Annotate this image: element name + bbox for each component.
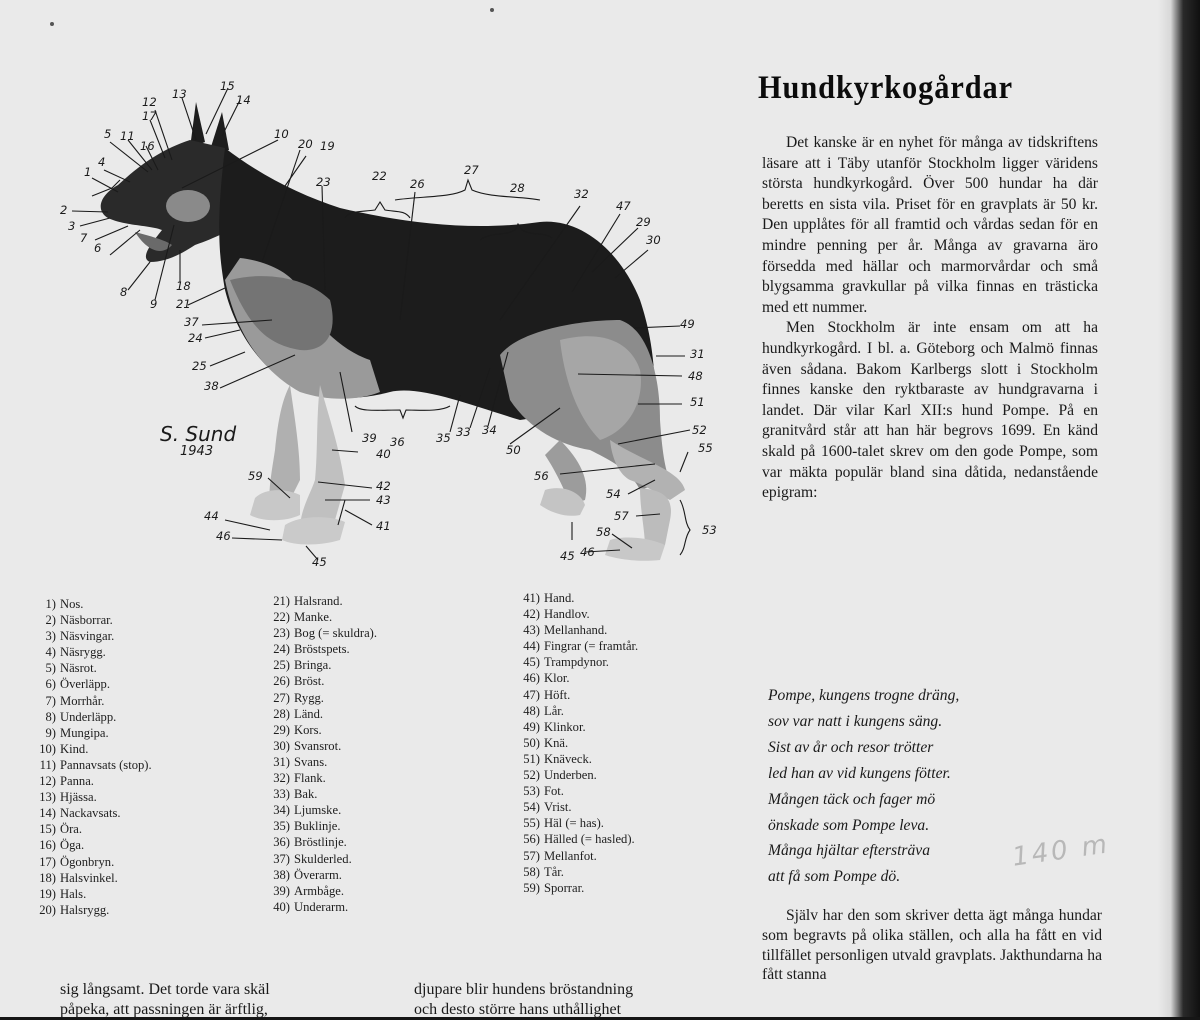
legend-item-label: Bringa. <box>294 658 332 673</box>
illustration-year: 1943 <box>180 444 214 459</box>
legend-item-label: Skulderled. <box>294 851 352 866</box>
legend-item-label: Halsrand. <box>294 594 343 608</box>
legend-column-1 <box>24 596 152 918</box>
article-body <box>762 133 1098 504</box>
legend-item-number: 4) <box>45 645 56 660</box>
poem-line: Pompe, kungens trogne dräng, <box>768 687 960 704</box>
legend-item <box>258 593 377 609</box>
svg-text:13: 13 <box>172 87 187 101</box>
legend-item <box>508 767 638 783</box>
legend-column-3 <box>508 590 638 896</box>
legend-item-number: 7) <box>45 693 56 708</box>
legend-item <box>24 757 152 773</box>
legend-item-label: Hälled (= hasled). <box>544 832 635 847</box>
legend-item <box>258 851 377 867</box>
svg-text:52: 52 <box>692 423 707 437</box>
legend-item <box>24 693 152 709</box>
legend-item-label: Näsvingar. <box>60 629 115 644</box>
svg-text:42: 42 <box>376 479 391 493</box>
legend-item <box>508 719 638 735</box>
legend-item-number: 42) <box>523 607 540 622</box>
legend-item <box>508 638 638 654</box>
legend-item <box>258 818 377 834</box>
legend-item-number: 49) <box>523 719 540 734</box>
poem-line: att få som Pompe dö. <box>768 868 901 886</box>
legend-item-number: 55) <box>523 816 540 831</box>
svg-text:34: 34 <box>482 423 497 437</box>
svg-text:41: 41 <box>376 519 391 533</box>
svg-text:56: 56 <box>534 469 549 483</box>
legend-item-number: 52) <box>523 768 540 783</box>
svg-text:40: 40 <box>376 447 391 461</box>
svg-text:16: 16 <box>140 139 155 153</box>
svg-text:55: 55 <box>698 441 713 455</box>
legend-item-label: Morrhår. <box>60 693 105 708</box>
legend-item-number: 8) <box>45 709 56 724</box>
legend-item-label: Bröstspets. <box>294 642 350 657</box>
legend-item-number: 24) <box>273 642 290 657</box>
legend-item-label: Underläpp. <box>60 709 117 724</box>
svg-text:4: 4 <box>98 155 106 169</box>
legend-item-number: 33) <box>273 787 290 802</box>
legend-item-number: 59) <box>523 880 540 895</box>
svg-text:21: 21 <box>176 297 191 311</box>
legend-item-label: Buklinje. <box>294 819 341 834</box>
svg-text:58: 58 <box>596 525 611 539</box>
legend-item-label: Mellanhand. <box>544 623 608 638</box>
svg-text:20: 20 <box>298 137 313 151</box>
legend-item <box>258 625 377 641</box>
legend-item-number: 38) <box>273 867 290 882</box>
legend-item-number: 6) <box>45 677 56 692</box>
article-paragraph: Själv har den som skriver detta ägt många hundar som begravts på olika ställen, och alla ha fått en vid tillfället personligen utvald gravplats. Jakthundarna ha fått stanna <box>762 907 1102 984</box>
legend-item-label: Nos. <box>60 597 84 611</box>
legend-item-label: Underben. <box>544 768 597 783</box>
legend-item <box>508 606 638 622</box>
page-edge-shadow <box>1158 0 1200 1017</box>
svg-text:19: 19 <box>320 139 335 153</box>
speck <box>490 8 494 12</box>
legend-item-label: Överläpp. <box>60 677 111 692</box>
legend-item-number: 44) <box>523 639 540 654</box>
legend-item-label: Länd. <box>294 706 324 721</box>
svg-text:44: 44 <box>204 509 219 523</box>
legend-item-label: Bröstlinje. <box>294 835 347 850</box>
legend-item <box>24 741 152 757</box>
legend-item-label: Manke. <box>294 610 333 625</box>
legend-item-label: Näsrygg. <box>60 645 106 660</box>
legend-item-number: 9) <box>45 725 56 740</box>
legend-item-label: Vrist. <box>544 800 572 815</box>
legend-item-label: Överarm. <box>294 867 342 882</box>
svg-text:11: 11 <box>120 129 135 143</box>
svg-text:12: 12 <box>142 95 157 109</box>
legend-item-label: Fingrar (= framtår. <box>544 639 639 654</box>
legend-item-label: Ljumske. <box>294 803 342 818</box>
svg-text:36: 36 <box>390 435 405 449</box>
legend-item <box>24 644 152 660</box>
poem-line: Sist av år och resor trötter <box>768 738 934 756</box>
poem-line: led han av vid kungens fötter. <box>768 764 951 782</box>
svg-text:23: 23 <box>316 175 331 189</box>
legend-item-number: 29) <box>273 722 290 737</box>
legend-item <box>24 628 152 644</box>
legend-item-number: 50) <box>523 735 540 750</box>
legend-item-label: Pannavsats (stop). <box>60 757 152 772</box>
svg-text:54: 54 <box>606 487 621 501</box>
legend-item <box>258 834 377 850</box>
legend-item-label: Mungipa. <box>60 725 109 740</box>
legend-item <box>24 709 152 725</box>
legend-item <box>24 789 152 805</box>
legend-item <box>24 886 152 902</box>
legend-item <box>508 751 638 767</box>
legend-item <box>508 622 638 638</box>
legend-item-label: Flank. <box>294 771 326 786</box>
legend-item <box>508 590 638 606</box>
legend-item-label: Näsrot. <box>60 661 97 676</box>
poem-line: sov var natt i kungens säng. <box>768 712 943 730</box>
svg-text:22: 22 <box>372 169 387 183</box>
legend-item <box>508 880 638 896</box>
legend-item-number: 31) <box>273 754 290 769</box>
svg-text:53: 53 <box>702 523 717 537</box>
svg-text:5: 5 <box>104 127 112 141</box>
legend-item-number: 17) <box>39 854 56 869</box>
legend-item-label: Underarm. <box>294 899 349 914</box>
legend-column-2 <box>258 593 377 915</box>
legend-item <box>258 770 377 786</box>
bottom-line: djupare blir hundens bröstandning <box>414 981 634 998</box>
svg-text:45: 45 <box>312 555 327 569</box>
legend-item-number: 20) <box>39 902 56 917</box>
legend-item-number: 27) <box>273 690 290 705</box>
svg-text:1: 1 <box>84 165 92 179</box>
legend-item-number: 13) <box>39 790 56 805</box>
legend-item-label: Svansrot. <box>294 738 342 753</box>
article-title: Hundkyrkogårdar <box>758 70 1014 106</box>
legend-item <box>24 821 152 837</box>
legend-item-label: Höft. <box>544 687 571 702</box>
svg-text:51: 51 <box>690 395 705 409</box>
svg-text:46: 46 <box>216 529 231 543</box>
svg-text:43: 43 <box>376 493 391 507</box>
svg-text:30: 30 <box>646 233 661 247</box>
legend-item <box>258 690 377 706</box>
bottom-text-col2 <box>414 980 633 1020</box>
legend-item-number: 16) <box>39 838 56 853</box>
legend-item <box>508 848 638 864</box>
legend-item-number: 14) <box>39 806 56 821</box>
legend-item-label: Hand. <box>544 591 575 605</box>
speck <box>50 22 54 26</box>
legend-item-number: 36) <box>273 835 290 850</box>
svg-text:7: 7 <box>80 231 88 245</box>
legend-item-label: Armbåge. <box>294 883 345 898</box>
legend-item <box>24 612 152 628</box>
legend-item <box>24 660 152 676</box>
legend-item <box>508 815 638 831</box>
legend-item-label: Lår. <box>544 703 564 718</box>
legend-item-number: 39) <box>273 883 290 898</box>
legend-item-label: Knäveck. <box>544 751 592 766</box>
svg-text:45: 45 <box>560 549 575 563</box>
article-paragraph: Det kanske är en nyhet för många av tidskriftens läsare att i Täby utanför Stockholm ligger väridens största hundkyrkogård. Över 500 hundar ha där beretts en sista vila. Priset för en gravplats är 50 kr. Den upplåtes för all framtid och vårdas sedan för en mindre penning per år. Många av gravarna äro försedda med hällar och marmorvårdar och små blygsamma gravkullar på vilka finnas en trästicka med ett nummer. <box>762 134 1098 316</box>
bottom-line: sig långsamt. Det torde vara skäl <box>60 981 270 998</box>
legend-item <box>258 673 377 689</box>
legend-item-number: 40) <box>273 899 290 914</box>
bottom-line: påpeka, att passningen är ärftlig, <box>60 1001 268 1018</box>
svg-text:14: 14 <box>236 93 251 107</box>
legend-item-label: Hals. <box>60 886 87 901</box>
svg-text:10: 10 <box>274 127 289 141</box>
svg-text:27: 27 <box>464 163 479 177</box>
legend-item-label: Näsborrar. <box>60 613 113 628</box>
legend-item <box>508 670 638 686</box>
legend-item <box>258 722 377 738</box>
legend-item-number: 48) <box>523 703 540 718</box>
legend-item-label: Panna. <box>60 774 94 789</box>
legend-item <box>508 799 638 815</box>
legend-item <box>508 783 638 799</box>
poem-line: Många hjältar eftersträva <box>768 842 930 860</box>
svg-text:26: 26 <box>410 177 425 191</box>
svg-text:39: 39 <box>362 431 377 445</box>
legend-item <box>258 899 377 915</box>
svg-text:25: 25 <box>192 359 207 373</box>
legend-item-label: Sporrar. <box>544 880 585 895</box>
svg-text:37: 37 <box>184 315 199 329</box>
legend-item-number: 35) <box>273 819 290 834</box>
legend-item <box>24 902 152 918</box>
svg-text:15: 15 <box>220 79 235 93</box>
legend-item-number: 46) <box>523 671 540 686</box>
legend-item-number: 56) <box>523 832 540 847</box>
legend-item-label: Svans. <box>294 754 328 769</box>
legend-item-number: 41) <box>523 591 540 605</box>
legend-item-number: 5) <box>45 661 56 676</box>
svg-text:24: 24 <box>188 331 203 345</box>
legend-item-number: 26) <box>273 674 290 689</box>
legend-item-number: 25) <box>273 658 290 673</box>
svg-text:31: 31 <box>690 347 705 361</box>
svg-text:6: 6 <box>94 241 102 255</box>
svg-text:33: 33 <box>456 425 471 439</box>
legend-item-number: 21) <box>273 594 290 608</box>
legend-item <box>24 805 152 821</box>
legend-item-number: 28) <box>273 706 290 721</box>
legend-item <box>258 609 377 625</box>
legend-item-number: 15) <box>39 822 56 837</box>
legend-item-number: 2) <box>45 613 56 628</box>
legend-item-number: 58) <box>523 864 540 879</box>
legend-item <box>24 870 152 886</box>
legend-item-label: Häl (= has). <box>544 816 604 831</box>
svg-text:29: 29 <box>636 215 651 229</box>
legend-item-number: 43) <box>523 623 540 638</box>
legend-item-label: Halsvinkel. <box>60 870 118 885</box>
legend-item-label: Mellanfot. <box>544 848 597 863</box>
legend-item-number: 22) <box>273 610 290 625</box>
legend-item-number: 3) <box>45 629 56 644</box>
illustrator-signature: S. Sund <box>160 422 237 446</box>
svg-text:17: 17 <box>142 109 157 123</box>
svg-text:38: 38 <box>204 379 219 393</box>
legend-item <box>258 786 377 802</box>
legend-item <box>258 738 377 754</box>
dog-anatomy-illustration <box>0 0 760 590</box>
legend-item <box>508 831 638 847</box>
article-closing <box>762 906 1102 985</box>
legend-item-number: 47) <box>523 687 540 702</box>
svg-text:9: 9 <box>150 297 158 311</box>
legend-item-label: Kors. <box>294 722 322 737</box>
svg-text:50: 50 <box>506 443 521 457</box>
pencil-annotation: 140 m <box>1010 829 1112 873</box>
legend-item <box>508 703 638 719</box>
svg-text:32: 32 <box>574 187 589 201</box>
legend-item-label: Trampdynor. <box>544 655 609 670</box>
legend-item-label: Rygg. <box>294 690 324 705</box>
legend-item-label: Nackavsats. <box>60 806 121 821</box>
svg-text:2: 2 <box>60 203 68 217</box>
svg-text:46: 46 <box>580 545 595 559</box>
legend-item-number: 10) <box>39 741 56 756</box>
legend-item-label: Handlov. <box>544 607 590 622</box>
legend-item-number: 54) <box>523 800 540 815</box>
legend-item-label: Fot. <box>544 784 564 799</box>
legend-item <box>258 867 377 883</box>
svg-text:3: 3 <box>68 219 76 233</box>
bottom-line: och desto större hans uthållighet <box>414 1001 622 1018</box>
legend-item-number: 11) <box>39 757 56 772</box>
legend-item-number: 1) <box>45 597 56 611</box>
svg-text:47: 47 <box>616 199 631 213</box>
legend-item-label: Bröst. <box>294 674 325 689</box>
svg-text:59: 59 <box>248 469 263 483</box>
legend-item <box>24 725 152 741</box>
svg-text:28: 28 <box>510 181 525 195</box>
legend-item-number: 23) <box>273 626 290 641</box>
legend-item-number: 53) <box>523 784 540 799</box>
legend-item-label: Klor. <box>544 671 570 686</box>
legend-item <box>508 654 638 670</box>
svg-text:35: 35 <box>436 431 451 445</box>
legend-item <box>258 657 377 673</box>
legend-item <box>258 883 377 899</box>
legend-item <box>508 864 638 880</box>
legend-item <box>258 641 377 657</box>
legend-item-label: Ögonbryn. <box>60 854 115 869</box>
legend-item <box>24 676 152 692</box>
legend-item-number: 18) <box>39 870 56 885</box>
legend-item <box>508 735 638 751</box>
svg-text:49: 49 <box>680 317 695 331</box>
legend-item-label: Knä. <box>544 735 569 750</box>
legend-item <box>258 802 377 818</box>
svg-text:8: 8 <box>120 285 128 299</box>
legend-item-number: 32) <box>273 771 290 786</box>
article-paragraph: Men Stockholm är inte ensam om att ha hundkyrkogård. I bl. a. Göteborg och Malmö finnas även sådana. Bakom Karlbergs slott i Stockholm finnes kanske den ryktbaraste av hundgravarna i landet. Där vilar Karl XII:s hund Pompe. På en granitvård står att han här begrovs 1699. En känd skald på 1600-talet skrev om den gode Pompe, som var mäkta populär bland sina dåtida, nedanstående epigram: <box>762 319 1098 502</box>
legend-item-number: 45) <box>523 655 540 670</box>
legend-item <box>24 773 152 789</box>
legend-item-label: Kind. <box>60 741 89 756</box>
legend-item-label: Klinkor. <box>544 719 586 734</box>
legend-item <box>24 837 152 853</box>
legend-item-label: Bog (= skuldra). <box>294 626 378 641</box>
legend-item-label: Öga. <box>60 838 85 853</box>
legend-item-number: 57) <box>523 848 540 863</box>
legend-item <box>258 754 377 770</box>
legend-item <box>24 854 152 870</box>
legend-item-number: 12) <box>39 774 56 789</box>
legend-item-number: 37) <box>273 851 290 866</box>
bottom-text-col1 <box>60 980 270 1020</box>
svg-text:48: 48 <box>688 369 703 383</box>
legend-item <box>258 706 377 722</box>
legend-item-label: Hjässa. <box>60 790 97 805</box>
legend-item-label: Öra. <box>60 822 83 837</box>
legend-item-label: Bak. <box>294 787 318 802</box>
svg-text:18: 18 <box>176 279 191 293</box>
legend-item <box>24 596 152 612</box>
legend-item-label: Halsrygg. <box>60 902 110 917</box>
legend-item <box>508 687 638 703</box>
poem-line: önskade som Pompe leva. <box>768 816 930 834</box>
legend-item-number: 34) <box>273 803 290 818</box>
legend-item-number: 19) <box>39 886 56 901</box>
legend-item-number: 51) <box>523 751 540 766</box>
legend-item-label: Tår. <box>544 864 564 879</box>
legend-item-number: 30) <box>273 738 290 753</box>
poem-line: Mången täck och fager mö <box>768 790 936 808</box>
svg-text:57: 57 <box>614 509 629 523</box>
